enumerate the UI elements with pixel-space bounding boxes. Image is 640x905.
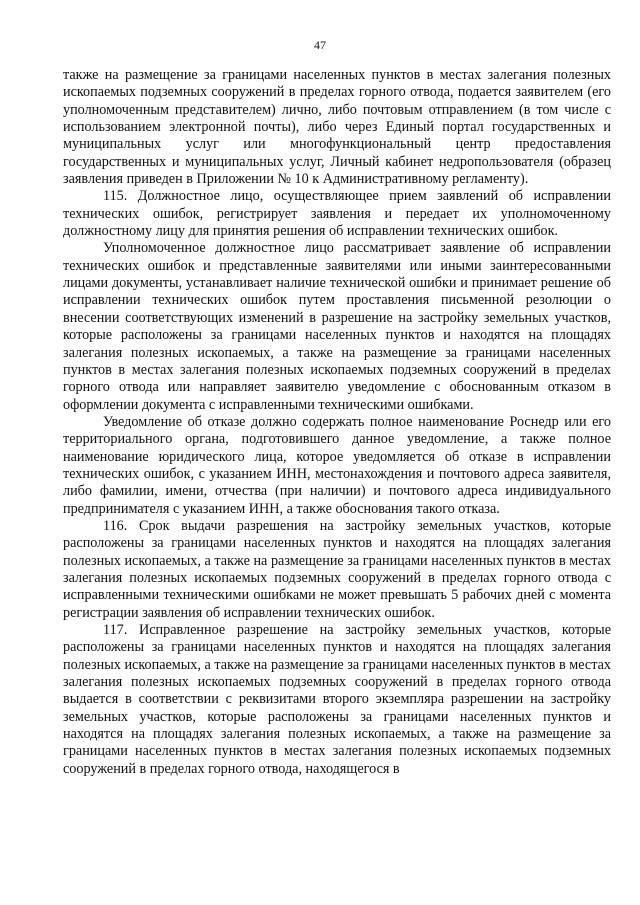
- paragraph-115: 115. Должностное лицо, осуществляющее прием заявлений об исправлении технических ошибок, регистрирует заявления и передает их уполномоченному должностному лицу для принятия решения об исправлении технических ошибок.: [63, 188, 611, 240]
- paragraph-continuation: также на размещение за границами населенных пунктов в местах залегания полезных ископаемых подземных сооружений в пределах горного отвода, подается заявителем (его уполномоченным представителем) лично, либо почтовым отправлением (в том числе с использованием электронной почты), либо через Единый портал государственных и муниципальных услуг или многофункциональный центр предоставления государственных и муниципальных услуг, Личный кабинет недропользователя (образец заявления приведен в Приложении № 10 к Административному регламенту).: [63, 67, 611, 188]
- paragraph-117: 117. Исправленное разрешение на застройку земельных участков, которые расположены за границами населенных пунктов и находятся на площадях залегания полезных ископаемых, а также на размещение за границами населенных пунктов в местах залегания полезных ископаемых подземных сооружений в пределах горного отвода выдается в соответствии с реквизитами второго экземпляра разрешении на застройку земельных участков, которые расположены за границами населенных пунктов и находятся на площадях залегания полезных ископаемых, а также на размещение за границами населенных пунктов в местах залегания полезных ископаемых подземных сооружений в пределах горного отвода, находящегося в: [63, 622, 611, 777]
- page-number: 47: [314, 38, 326, 52]
- paragraph-refusal-notice: Уведомление об отказе должно содержать полное наименование Роснедр или его территориального органа, подготовившего данное уведомление, а также полное наименование юридического лица, которое уведомляется об отказе в исправлении технических ошибок, с указанием ИНН, местонахождения и почтового адреса заявителя, либо фамилии, имени, отчества (при наличии) и почтового адреса индивидуального предпринимателя с указанием ИНН, а также обоснования такого отказа.: [63, 413, 611, 517]
- document-body: [63, 67, 611, 778]
- paragraph-116: 116. Срок выдачи разрешения на застройку земельных участков, которые расположены за границами населенных пунктов и находятся на площадях залегания полезных ископаемых, а также на размещение за границами населенных пунктов в местах залегания полезных ископаемых подземных сооружений в пределах горного отвода с исправленными техническими ошибками не может превышать 5 рабочих дней с момента регистрации заявления об исправлении технических ошибок.: [63, 517, 611, 621]
- paragraph-review: Уполномоченное должностное лицо рассматривает заявление об исправлении технических ошибок и представленные заявителями или иными заинтересованными лицами документы, устанавливает наличие технической ошибки и принимает решение об исправлении технических ошибок путем проставления письменной резолюции о внесении соответствующих изменений в разрешение на застройку земельных участков, которые расположены за границами населенных пунктов и находятся на площадях залегания полезных ископаемых, а также на размещение за границами населенных пунктов в местах залегания полезных ископаемых подземных сооружений в пределах горного отвода или направляет заявителю уведомление с обоснованным отказом в оформлении документа с исправленными техническими ошибками.: [63, 240, 611, 413]
